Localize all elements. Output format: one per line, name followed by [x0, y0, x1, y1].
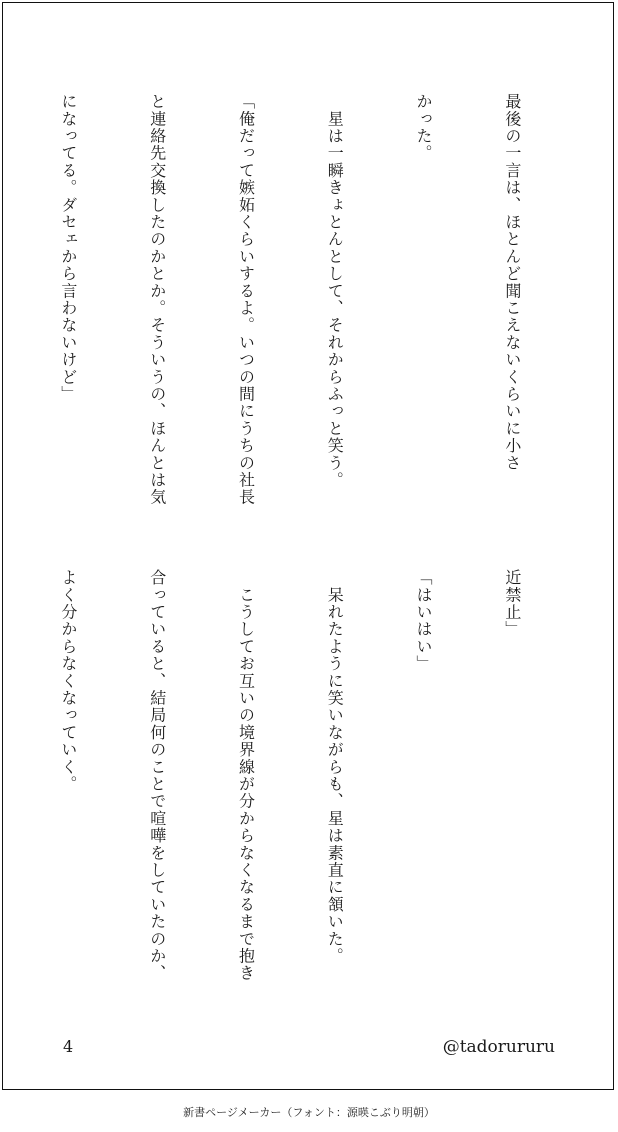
author-handle: @tadorururu	[442, 1037, 555, 1057]
page-frame	[2, 2, 614, 1090]
text-line: 「俺だって嫉妬くらいするよ。いつの間にうちの社長	[236, 93, 256, 506]
text-line: 「はいはい」	[414, 569, 434, 673]
text-line: かった。	[414, 93, 434, 162]
text-line: 呆れたように笑いながらも、星は素直に頷いた。	[325, 569, 345, 965]
text-line: よく分からなくなっていく。	[58, 569, 78, 793]
text-line: 近禁止」	[502, 569, 522, 638]
text-line: 星は一瞬きょとんとして、それからふっと笑う。	[325, 93, 345, 489]
text-line: こうしてお互いの境界線が分からなくなるまで抱き	[236, 569, 256, 982]
text-line: と連絡先交換したのかとか。そういうの、ほんとは気	[147, 93, 167, 506]
text-line: 合っていると、結局何のことで喧嘩をしていたのか、	[147, 569, 167, 982]
text-line: になってる。ダセェから言わないけど」	[58, 93, 78, 403]
footer-credit: 新書ページメーカー（フォント：源暎こぶり明朝）	[183, 1106, 435, 1119]
text-line: 最後の一言は、ほとんど聞こえないくらいに小さ	[502, 93, 522, 472]
text-column-top	[0, 93, 586, 543]
page-number: 4	[63, 1037, 74, 1056]
text-column-bottom	[0, 569, 586, 1019]
